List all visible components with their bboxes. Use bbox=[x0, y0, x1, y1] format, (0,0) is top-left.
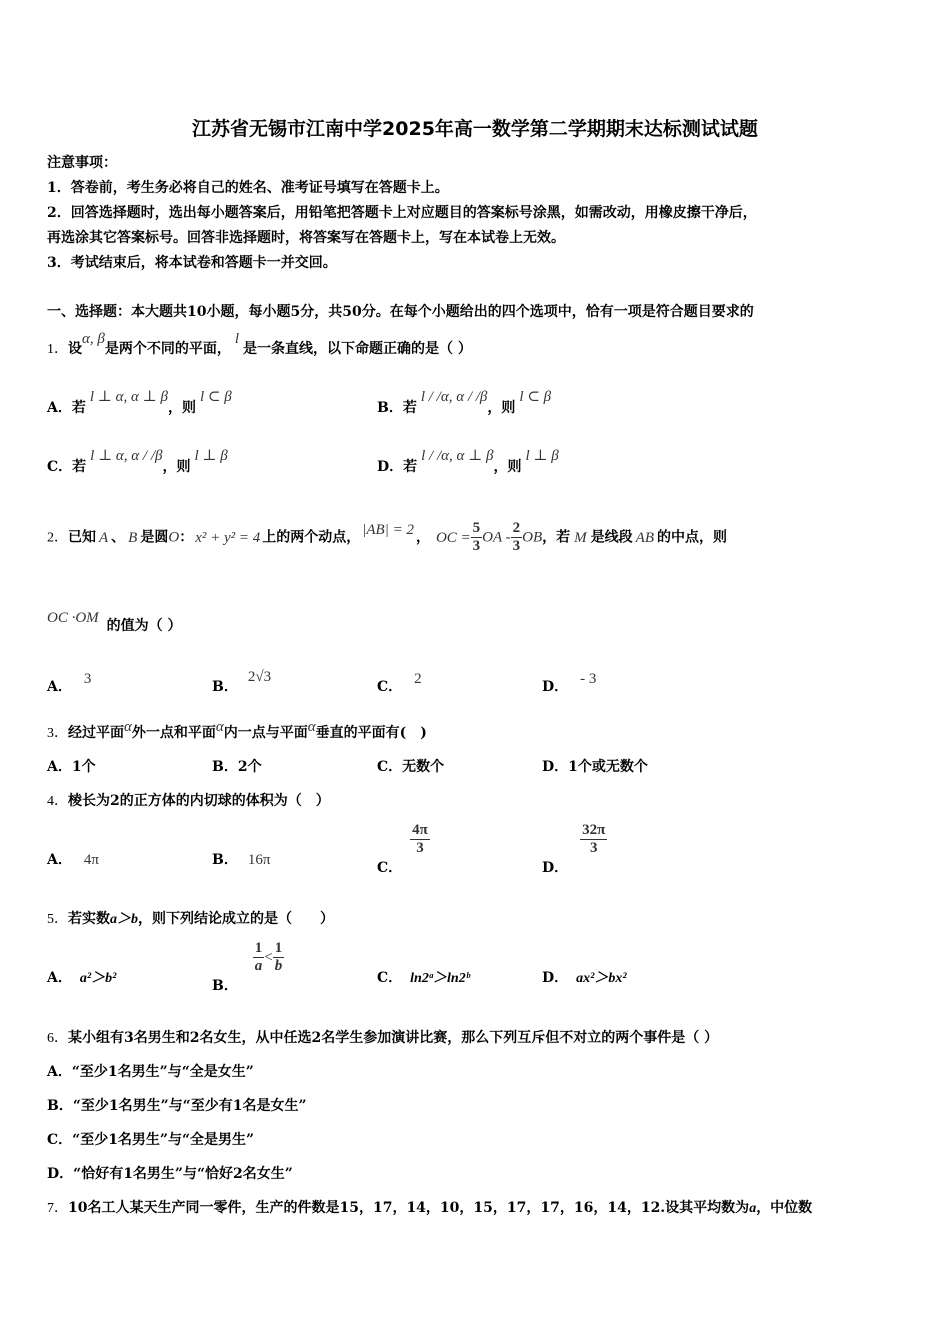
q2-math: O bbox=[168, 529, 180, 546]
option-label: C． bbox=[377, 859, 403, 876]
option-label: B． bbox=[212, 977, 238, 994]
question-7 bbox=[47, 1197, 812, 1217]
q6-option-a: A．“至少1名男生”与“全是女生” bbox=[47, 1064, 254, 1080]
option-math: l / /α, α ⊥ β bbox=[421, 448, 494, 464]
q5-math: a＞b bbox=[110, 912, 138, 927]
q3-option-d: D．1个或无数个 bbox=[542, 759, 648, 775]
notice-item: 3．考试结束后，将本试卷和答题卡一并交回。 bbox=[47, 255, 337, 271]
option-math: l ⊂ β bbox=[519, 389, 552, 405]
q3-text: 外一点和平面 bbox=[131, 725, 216, 741]
q6-option-b: B．“至少1名男生”与“至少有1名是女生” bbox=[47, 1098, 307, 1114]
option-label: D． bbox=[542, 970, 569, 986]
q4-option-c bbox=[377, 822, 430, 876]
fraction: $\frac{1}{b}$ bbox=[274, 940, 283, 974]
q2-math: |AB| = 2 bbox=[362, 521, 414, 538]
option-math: l ⊥ β bbox=[194, 448, 228, 464]
q2-text: 的中点，则 bbox=[656, 529, 727, 546]
q1-math: α, β bbox=[82, 331, 105, 347]
q5-text: 若实数 bbox=[68, 911, 110, 927]
option-text: ，则 bbox=[162, 459, 191, 475]
q2-option-a bbox=[47, 671, 92, 696]
option-math: l ⊂ β bbox=[199, 389, 232, 405]
q5-option-a bbox=[47, 967, 116, 987]
fraction: $\frac{1}{a}$ bbox=[254, 940, 263, 974]
option-math: ln2ᵃ＞ln2ᵇ bbox=[410, 971, 470, 986]
question-number: 1． bbox=[47, 342, 68, 357]
q1-text: 设 bbox=[68, 341, 82, 357]
option-text: ，则 bbox=[493, 459, 522, 475]
q3-text: 垂直的平面有( ) bbox=[315, 725, 427, 741]
question-number: 4． bbox=[47, 794, 68, 809]
q5-option-d bbox=[542, 967, 627, 987]
option-text: 若 bbox=[72, 459, 87, 475]
q1-text: 是一条直线，以下命题正确的是（ ） bbox=[243, 341, 472, 357]
notice-item: 2．回答选择题时，选出每小题答案后，用铅笔把答题卡上对应题目的答案标号涂黑，如需改动，用橡皮擦干净后， bbox=[47, 205, 757, 221]
fraction: $\frac{32\pi}{3}$ bbox=[582, 822, 606, 856]
q6-option-c: C．“至少1名男生”与“全是男生” bbox=[47, 1132, 255, 1148]
q1-option-d bbox=[377, 448, 559, 476]
option-math: a²＞b² bbox=[79, 971, 117, 986]
q1-option-b bbox=[377, 389, 552, 417]
q2-text: 的值为（ ） bbox=[106, 618, 182, 634]
q2-text: 、 bbox=[111, 529, 126, 546]
q1-math: l bbox=[234, 331, 240, 347]
q2-text: ，若 bbox=[542, 529, 571, 546]
option-math: 16π bbox=[247, 852, 271, 868]
q2-circle-equation: x² + y² = 4 bbox=[195, 529, 261, 546]
notice-item: 1．答卷前，考生务必将自己的姓名、准考证号填写在答题卡上。 bbox=[47, 180, 449, 196]
q2-math: AB bbox=[635, 529, 654, 546]
q3-math: α bbox=[307, 719, 316, 735]
option-math: ax²＞bx² bbox=[576, 971, 627, 986]
q4-option-d bbox=[542, 822, 607, 876]
option-label: C． bbox=[377, 679, 403, 695]
q3-option-c: C．无数个 bbox=[377, 759, 445, 775]
q2-math: B bbox=[128, 529, 138, 546]
q6-text: 某小组有3名男生和2名女生，从中任选2名学生参加演讲比赛，那么下列互斥但不对立的两个事件是（ ） bbox=[68, 1030, 719, 1046]
option-math: 3 bbox=[83, 671, 92, 687]
q2-text: 是线段 bbox=[590, 529, 633, 546]
option-math: - 3 bbox=[580, 671, 597, 687]
q2-text: 是圆 bbox=[140, 529, 169, 546]
question-number: 5． bbox=[47, 912, 68, 927]
notice-item: 再选涂其它答案标号。回答非选择题时，将答案写在答题卡上，写在本试卷上无效。 bbox=[47, 230, 565, 246]
option-math: l ⊥ α, α / /β bbox=[90, 448, 163, 464]
q3-math: α bbox=[215, 719, 224, 735]
q5-option-c bbox=[377, 967, 470, 987]
fraction: $\frac{5}{3}$ bbox=[472, 520, 481, 554]
question-6 bbox=[47, 1027, 718, 1047]
q1-text: 是两个不同的平面， bbox=[104, 341, 231, 357]
q2-text: 上的两个动点， bbox=[262, 529, 361, 546]
q2-text: ， bbox=[415, 529, 430, 546]
option-label: B． bbox=[212, 852, 238, 868]
question-3 bbox=[47, 719, 427, 742]
option-label: C． bbox=[47, 459, 73, 475]
q2-option-d bbox=[542, 671, 597, 696]
option-label: D． bbox=[377, 459, 404, 475]
q1-option-a bbox=[47, 389, 232, 417]
q3-math: α bbox=[124, 719, 132, 735]
option-math: l ⊥ α, α ⊥ β bbox=[89, 389, 168, 405]
q3-option-b: B．2个 bbox=[212, 759, 262, 775]
q2-math: OB bbox=[522, 529, 543, 546]
fraction: $\frac{2}{3}$ bbox=[512, 520, 521, 554]
section-heading: 一、选择题：本大题共10小题，每小题5分，共50分。在每个小题给出的四个选项中，恰有一项是符合题目要求的 bbox=[47, 304, 754, 320]
option-label: C． bbox=[377, 970, 403, 986]
q2-line2 bbox=[47, 610, 182, 635]
q5-option-b bbox=[212, 940, 284, 994]
q6-option-d: D．“恰好有1名男生”与“恰好2名女生” bbox=[47, 1166, 293, 1182]
option-label: B． bbox=[212, 679, 238, 695]
q2-text: 已知 bbox=[68, 529, 96, 546]
option-math: < bbox=[264, 949, 273, 966]
option-math: 4π bbox=[83, 852, 99, 868]
question-number: 3． bbox=[47, 726, 68, 741]
question-4 bbox=[47, 790, 330, 810]
q3-text: 内一点与平面 bbox=[223, 725, 308, 741]
page-title: 江苏省无锡市江南中学2025年高一数学第二学期期末达标测试试题 bbox=[192, 118, 758, 140]
q7-math: a bbox=[749, 1201, 757, 1216]
option-label: D． bbox=[542, 679, 569, 695]
q2-math: A bbox=[99, 529, 109, 546]
q7-text: ，中位数 bbox=[756, 1200, 813, 1216]
q4-option-a bbox=[47, 849, 99, 869]
option-math: 2 bbox=[414, 671, 422, 687]
option-label: B． bbox=[377, 400, 403, 416]
q7-text: 10名工人某天生产同一零件，生产的件数是15，17，14，10，15，17，17，16，14，12.设其平均数为 bbox=[68, 1200, 750, 1216]
option-label: A． bbox=[47, 970, 72, 986]
question-2 bbox=[47, 520, 727, 555]
option-math: 2√3 bbox=[247, 669, 272, 685]
q3-option-a: A．1个 bbox=[47, 759, 96, 775]
question-number: 6． bbox=[47, 1031, 68, 1046]
q2-option-b bbox=[212, 669, 272, 696]
q5-text: ，则下列结论成立的是（ ） bbox=[138, 911, 334, 927]
option-text: ，则 bbox=[167, 400, 196, 416]
question-5 bbox=[47, 908, 334, 928]
q3-text: 经过平面 bbox=[68, 725, 124, 741]
option-math: l ⊥ β bbox=[525, 448, 559, 464]
question-number: 7． bbox=[47, 1201, 68, 1216]
q2-text: ： bbox=[179, 529, 194, 546]
option-text: 若 bbox=[403, 459, 418, 475]
option-text: 若 bbox=[402, 400, 417, 416]
option-math: l / /α, α / /β bbox=[420, 389, 488, 405]
option-label: D． bbox=[542, 859, 569, 876]
q2-math: OA - bbox=[482, 529, 511, 546]
option-label: A． bbox=[47, 400, 72, 416]
option-text: 若 bbox=[71, 400, 86, 416]
q2-math: OC ·OM bbox=[47, 610, 99, 626]
option-text: ，则 bbox=[487, 400, 516, 416]
q2-option-c bbox=[377, 671, 422, 696]
question-1 bbox=[47, 331, 472, 358]
q4-option-b bbox=[212, 849, 270, 869]
q2-math: OC = bbox=[435, 529, 471, 546]
option-label: A． bbox=[47, 852, 72, 868]
question-number: 2． bbox=[47, 530, 68, 546]
notice-heading: 注意事项： bbox=[47, 155, 117, 171]
option-label: A． bbox=[47, 679, 72, 695]
fraction: $\frac{4\pi}{3}$ bbox=[412, 822, 428, 856]
q4-text: 棱长为2的正方体的内切球的体积为（ ） bbox=[68, 793, 330, 809]
q1-option-c bbox=[47, 448, 228, 476]
q2-math: M bbox=[574, 529, 587, 546]
